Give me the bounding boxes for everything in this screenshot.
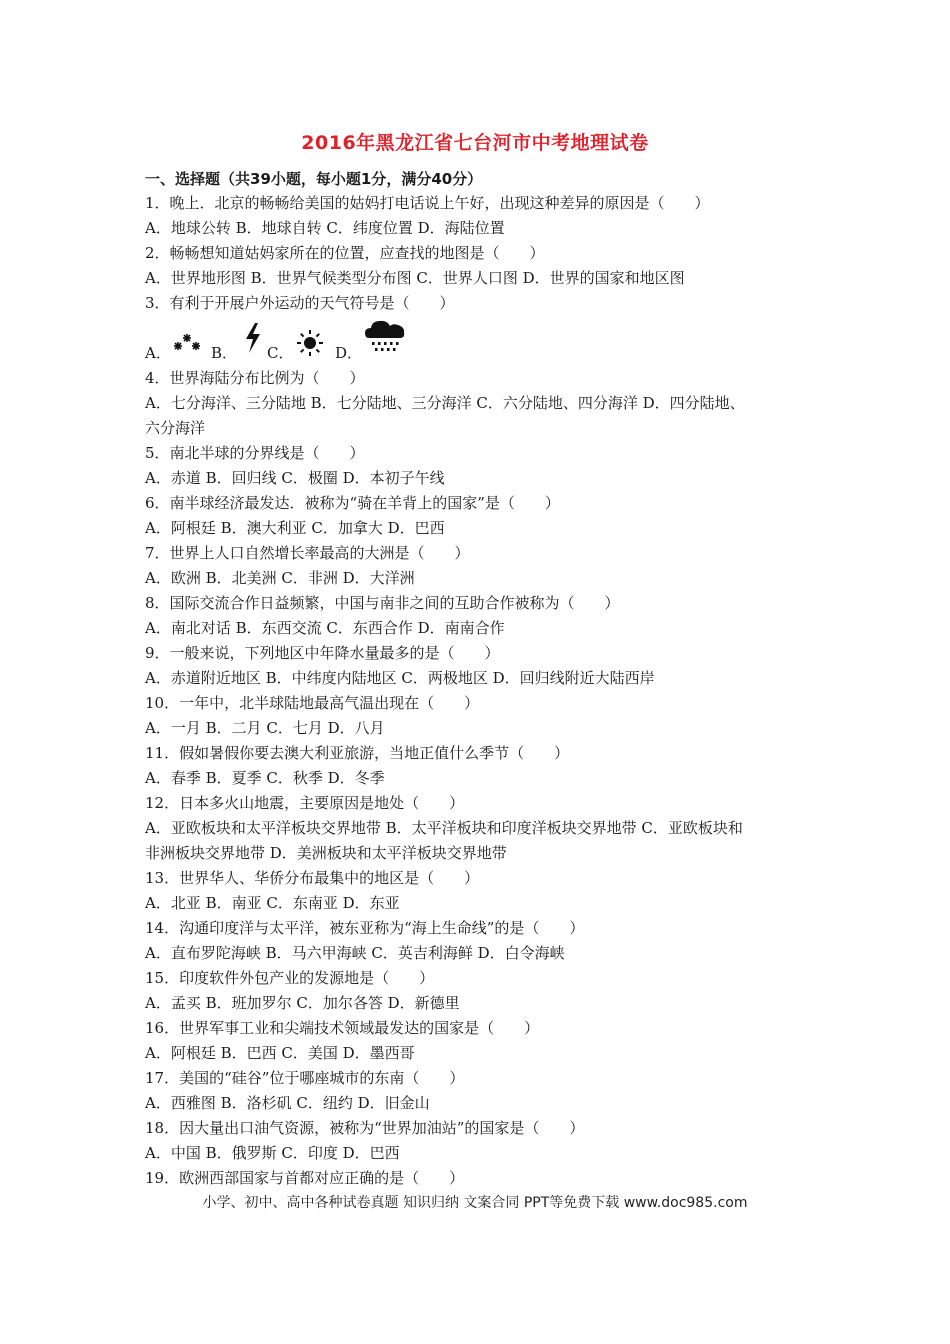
question-line: 8．国际交流合作日益频繁，中国与南非之间的互助合作被称为（ ）	[145, 594, 620, 612]
question-line: A．南北对话 B．东西交流 C．东西合作 D．南南合作	[145, 619, 505, 637]
question-line: 1．晚上．北京的畅畅给美国的姑妈打电话说上午好，出现这种差异的原因是（ ）	[145, 194, 710, 212]
sun-icon	[295, 328, 325, 358]
question-line: A．一月 B．二月 C．七月 D．八月	[145, 719, 385, 737]
question-line: A．北亚 B．南亚 C．东南亚 D．东亚	[145, 894, 400, 912]
question-line: 6．南半球经济最发达．被称为“骑在羊背上的国家”是（ ）	[145, 494, 560, 512]
rain-cloud-icon	[363, 318, 407, 354]
question-line: A．欧洲 B．北美洲 C．非洲 D．大洋洲	[145, 569, 415, 587]
question-line: 3．有利于开展户外运动的天气符号是（ ）	[145, 294, 455, 312]
question-line: 非洲板块交界地带 D．美洲板块和太平洋板块交界地带	[145, 844, 507, 862]
question-line: A．赤道附近地区 B．中纬度内陆地区 C．两极地区 D．回归线附近大陆西岸	[145, 669, 655, 687]
question-line: 4．世界海陆分布比例为（ ）	[145, 369, 365, 387]
section-heading: 一、选择题（共39小题，每小题1分，满分40分）	[145, 170, 483, 188]
question-line: A．亚欧板块和太平洋板块交界地带 B．太平洋板块和印度洋板块交界地带 C．亚欧板块和	[145, 819, 743, 837]
page-title: 2016年黑龙江省七台河市中考地理试卷	[301, 132, 649, 154]
question-line: 六分海洋	[145, 419, 206, 437]
question-line: 2．畅畅想知道姑妈家所在的位置，应查找的地图是（ ）	[145, 244, 545, 262]
question-line: 16．世界军事工业和尖端技术领域最发达的国家是（ ）	[145, 1019, 540, 1037]
question-line: 14．沟通印度洋与太平洋，被东亚称为“海上生命线”的是（ ）	[145, 919, 585, 937]
question-line: 9．一般来说，下列地区中年降水量最多的是（ ）	[145, 644, 500, 662]
weather-symbol-options	[145, 318, 565, 362]
question-line: 12．日本多火山地震，主要原因是地处（ ）	[145, 794, 465, 812]
question-line: 7．世界上人口自然增长率最高的大洲是（ ）	[145, 544, 470, 562]
lightning-icon	[243, 322, 263, 354]
snow-icon	[171, 332, 203, 354]
question-line: 17．美国的“硅谷”位于哪座城市的东南（ ）	[145, 1069, 465, 1087]
question-line: 13．世界华人、华侨分布最集中的地区是（ ）	[145, 869, 480, 887]
question-line: 10．一年中，北半球陆地最高气温出现在（ ）	[145, 694, 480, 712]
question-line: 19．欧洲西部国家与首都对应正确的是（ ）	[145, 1169, 465, 1187]
option-d-label: D．	[335, 344, 363, 362]
question-line: A．春季 B．夏季 C．秋季 D．冬季	[145, 769, 385, 787]
question-line: 18．因大量出口油气资源，被称为“世界加油站”的国家是（ ）	[145, 1119, 585, 1137]
question-line: A．中国 B．俄罗斯 C．印度 D．巴西	[145, 1144, 400, 1162]
question-line: A．世界地形图 B．世界气候类型分布图 C．世界人口图 D．世界的国家和地区图	[145, 269, 685, 287]
question-line: 15．印度软件外包产业的发源地是（ ）	[145, 969, 435, 987]
question-line: 11．假如暑假你要去澳大利亚旅游，当地正值什么季节（ ）	[145, 744, 570, 762]
question-line: A．地球公转 B．地球自转 C．纬度位置 D．海陆位置	[145, 219, 505, 237]
question-line: A．直布罗陀海峡 B．马六甲海峡 C．英吉利海鲜 D．白令海峡	[145, 944, 565, 962]
question-line: A．阿根廷 B．巴西 C．美国 D．墨西哥	[145, 1044, 415, 1062]
question-line: A．孟买 B．班加罗尔 C．加尔各答 D．新德里	[145, 994, 460, 1012]
question-line: A．赤道 B．回归线 C．极圈 D．本初子午线	[145, 469, 445, 487]
question-line: A．西雅图 B．洛杉矶 C．纽约 D．旧金山	[145, 1094, 430, 1112]
option-c-label: C．	[267, 344, 294, 362]
question-line: 5．南北半球的分界线是（ ）	[145, 444, 365, 462]
option-b-label: B．	[211, 344, 238, 362]
option-a-label: A．	[145, 344, 171, 362]
question-line: A．七分海洋、三分陆地 B．七分陆地、三分海洋 C．六分陆地、四分海洋 D．四分陆地、	[145, 394, 745, 412]
page-footer: 小学、初中、高中各种试卷真题 知识归纳 文案合同 PPT等免费下载 www.doc985.com	[202, 1195, 748, 1211]
question-line: A．阿根廷 B．澳大利亚 C．加拿大 D．巴西	[145, 519, 445, 537]
